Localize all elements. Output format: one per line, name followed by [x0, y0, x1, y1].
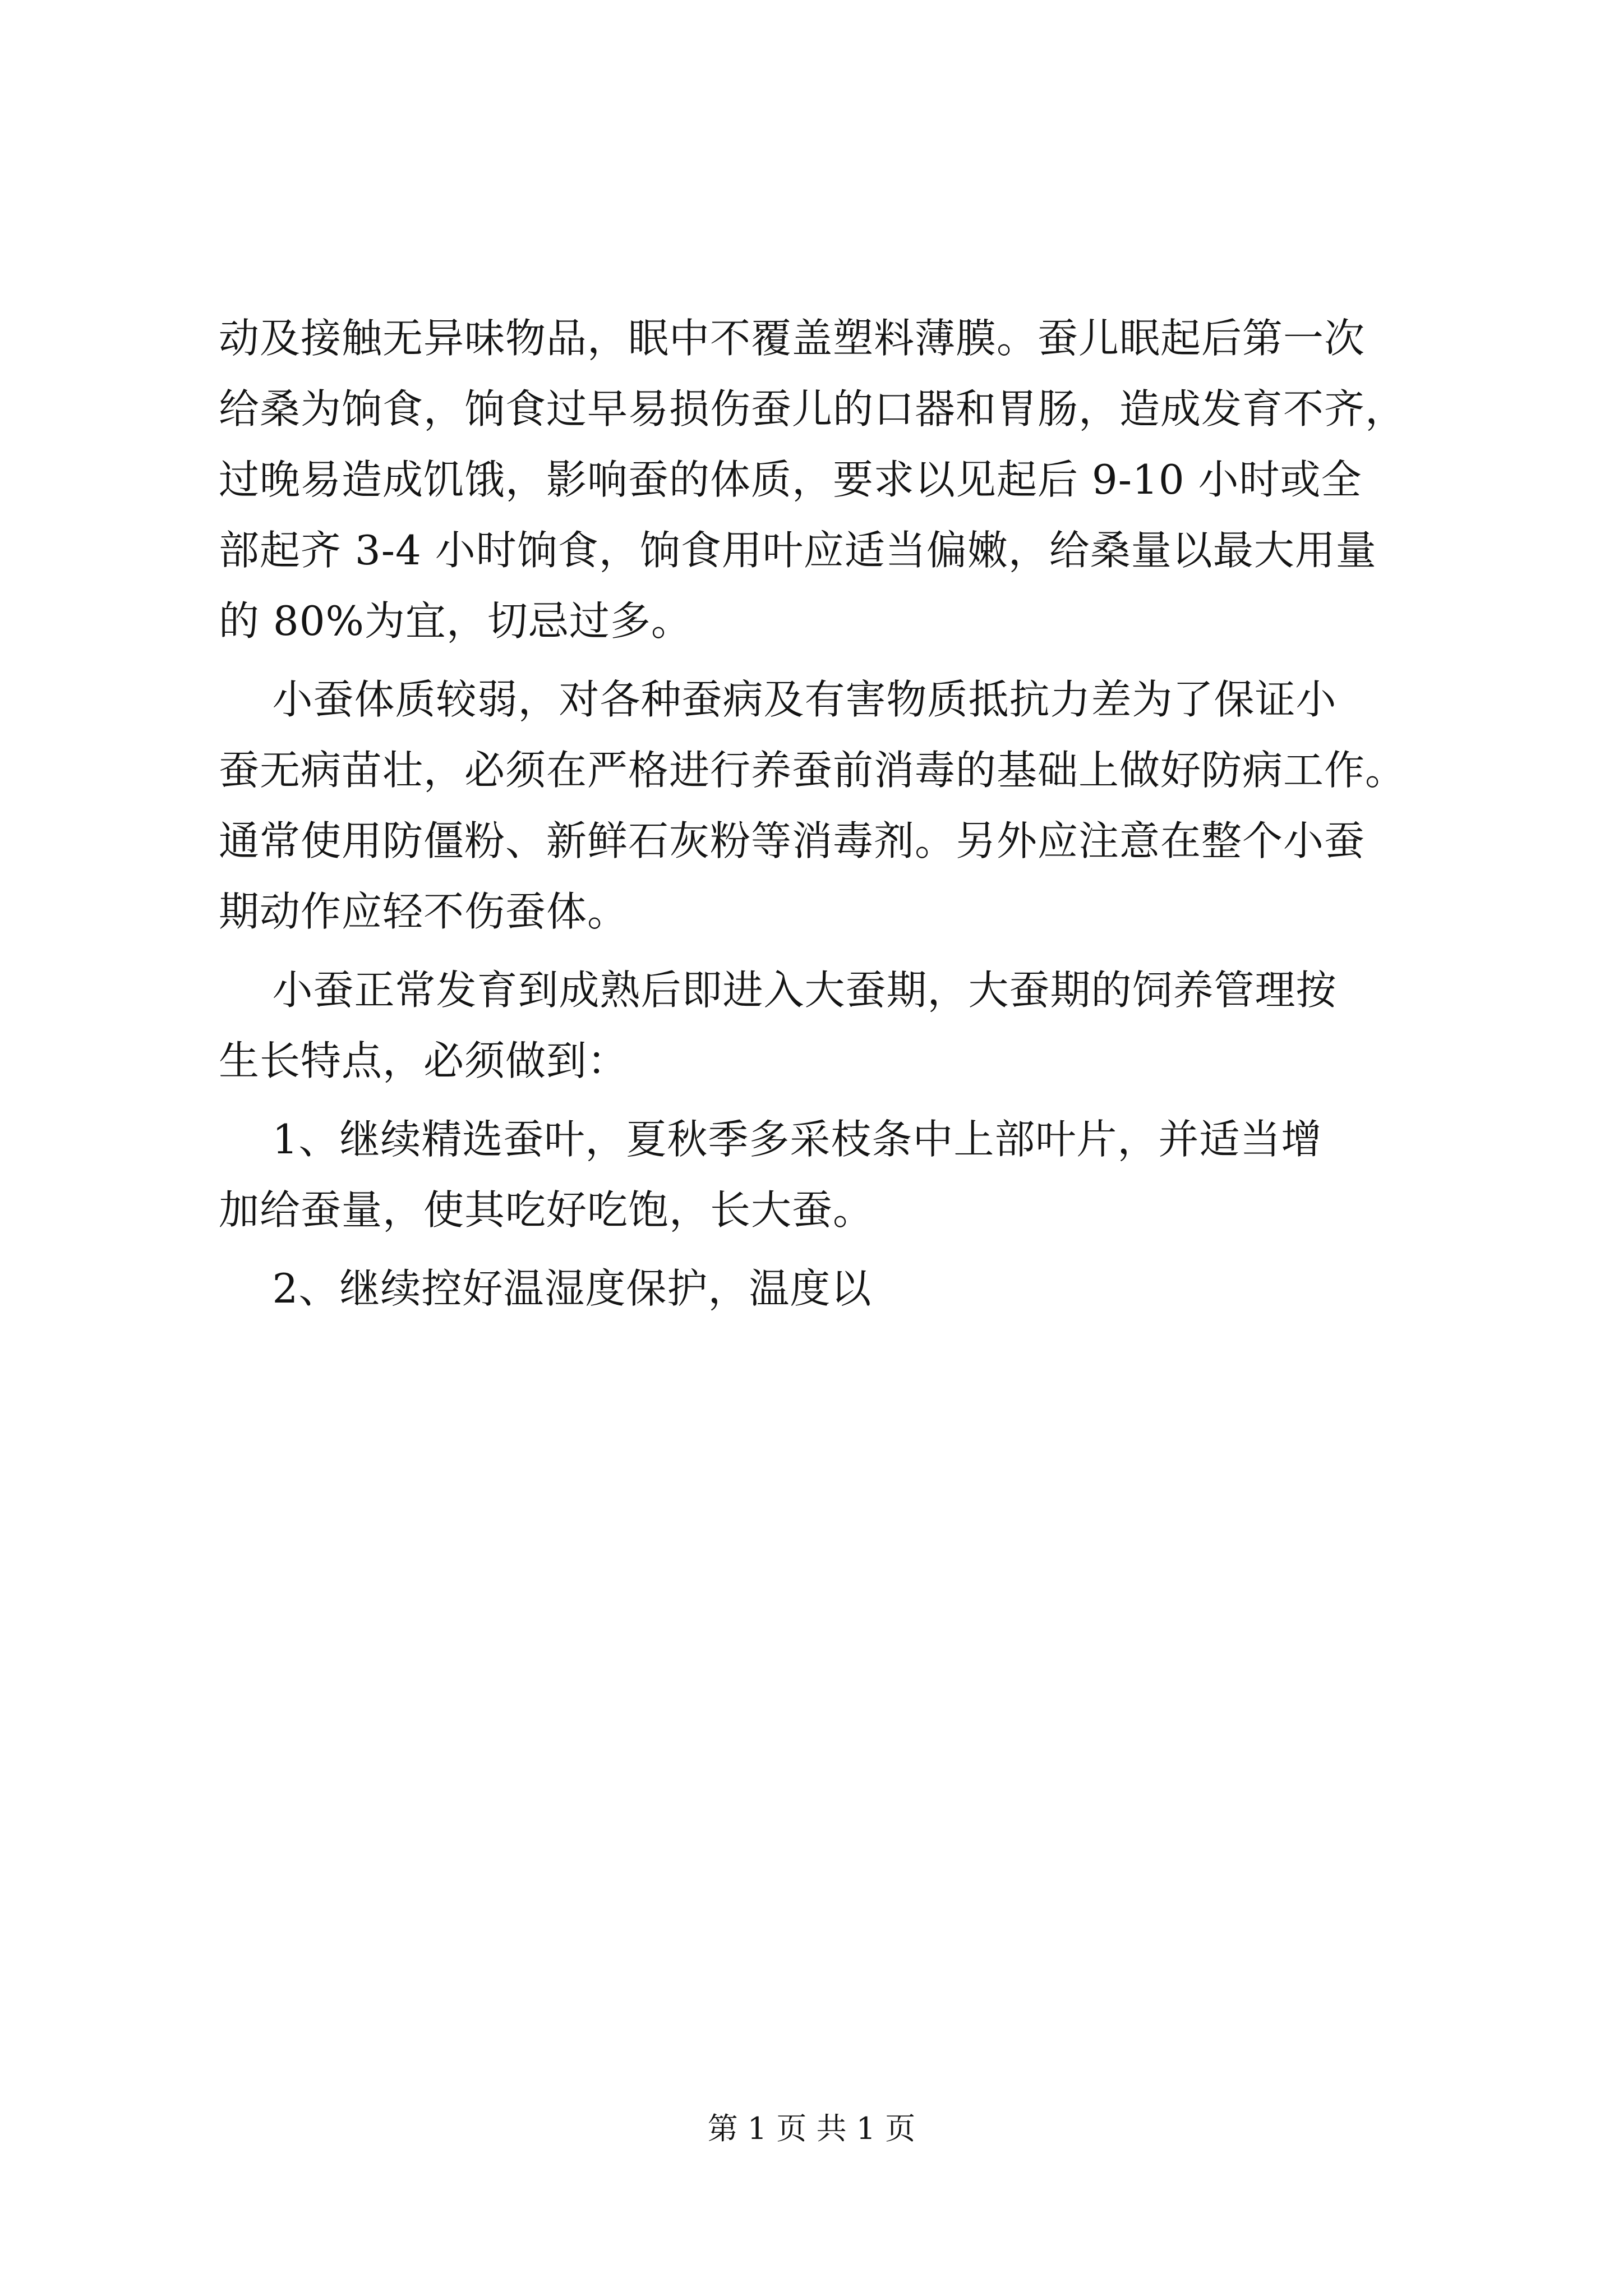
- text-line: 1、继续精选蚕叶，夏秋季多采枝条中上部叶片，并适当增: [219, 1116, 1322, 1163]
- page-footer: [0, 2109, 1623, 2148]
- text-line: 生长特点，必须做到：: [219, 1037, 629, 1084]
- text-line: 动及接触无异味物品，眠中不覆盖塑料薄膜。蚕儿眠起后第一次: [219, 315, 1366, 362]
- text-line: 的 80%为宜，切忌过多。: [219, 597, 692, 645]
- text-line: 通常使用防僵粉、新鲜石灰粉等消毒剂。另外应注意在整个小蚕: [219, 817, 1366, 864]
- paragraph-gap: [219, 947, 1430, 955]
- text-line: 给桑为饷食，饷食过早易损伤蚕儿的口器和胃肠，造成发育不齐，: [219, 385, 1407, 432]
- paragraph-gap: [219, 656, 1430, 664]
- text-line: 过晚易造成饥饿，影响蚕的体质，要求以见起后 9-10 小时或全: [219, 456, 1362, 503]
- text-line: 期动作应轻不伤蚕体。: [219, 888, 629, 935]
- paragraph-gap: [219, 1245, 1430, 1253]
- text-line: 小蚕体质较弱，对各种蚕病及有害物质抵抗力差为了保证小: [219, 676, 1337, 723]
- text-line: 小蚕正常发育到成熟后即进入大蚕期，大蚕期的饲养管理按: [219, 967, 1337, 1014]
- text-line: 蚕无病苗壮，必须在严格进行养蚕前消毒的基础上做好防病工作。: [219, 747, 1407, 794]
- document-body: [219, 303, 1430, 1324]
- text-line: 加给蚕量，使其吃好吃饱，长大蚕。: [219, 1186, 874, 1234]
- page-number-label: 第 1 页 共 1 页: [707, 2111, 916, 2146]
- text-line: 部起齐 3-4 小时饷食，饷食用叶应适当偏嫩，给桑量以最大用量: [219, 527, 1377, 574]
- text-line: 2、继续控好温湿度保护，温度以: [219, 1265, 872, 1312]
- paragraph-gap: [219, 1096, 1430, 1104]
